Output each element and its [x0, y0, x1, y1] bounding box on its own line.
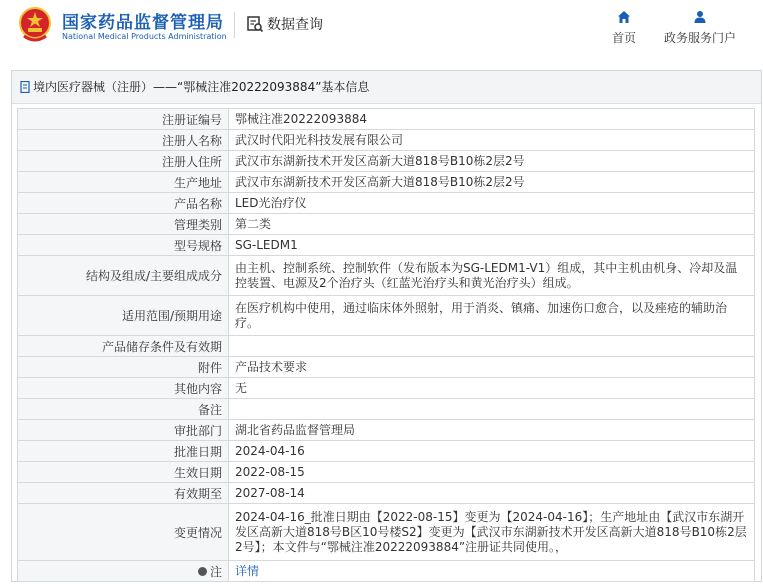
data-query-label: 数据查询 — [267, 17, 323, 33]
row-value: SG-LEDM1 — [229, 235, 755, 256]
table-row — [18, 336, 755, 357]
info-panel — [11, 70, 762, 582]
data-query-link[interactable] — [246, 12, 323, 36]
top-header — [0, 0, 763, 56]
row-value: 2022-08-15 — [229, 462, 755, 483]
brand-subtitle: National Medical Products Administration — [62, 32, 227, 41]
table-row — [18, 235, 755, 256]
table-row — [18, 109, 755, 130]
panel-title-bar — [12, 71, 761, 104]
search-document-icon — [246, 15, 264, 33]
row-value: 2024-04-16_批准日期由【2022-08-15】变更为【2024-04-16】；生产地址由【武汉市东湖开发区高新大道818号B区10号楼S2】变更为【武汉市东湖新技术开发区高新大道818号B10栋2层2号】；本文件与“鄂械注准20222093884”注册证共同使用。， — [229, 504, 755, 561]
national-emblem-icon — [18, 6, 52, 44]
row-label: 型号规格 — [18, 235, 229, 256]
row-label: 其他内容 — [18, 378, 229, 399]
row-value — [229, 399, 755, 420]
row-value-cell — [229, 561, 755, 582]
row-label: 注 — [209, 564, 222, 579]
row-label: 产品储存条件及有效期 — [18, 336, 229, 357]
table-row — [18, 561, 755, 582]
note-label-cell — [18, 561, 229, 582]
row-label: 备注 — [18, 399, 229, 420]
table-row — [18, 378, 755, 399]
row-label: 附件 — [18, 357, 229, 378]
lightbulb-icon — [198, 567, 207, 576]
row-label: 管理类别 — [18, 214, 229, 235]
row-label: 生产地址 — [18, 172, 229, 193]
table-row — [18, 483, 755, 504]
row-label: 生效日期 — [18, 462, 229, 483]
registration-info-table — [17, 108, 755, 582]
row-label: 注册人住所 — [18, 151, 229, 172]
row-label: 结构及组成/主要组成成分 — [18, 256, 229, 296]
table-row — [18, 193, 755, 214]
table-row — [18, 151, 755, 172]
brand-title: 国家药品监督管理局 — [62, 13, 224, 33]
row-value: 鄂械注准20222093884 — [229, 109, 755, 130]
row-label: 产品名称 — [18, 193, 229, 214]
panel-title: 境内医疗器械（注册）——“鄂械注准20222093884”基本信息 — [33, 80, 370, 94]
row-value: 产品技术要求 — [229, 357, 755, 378]
table-row — [18, 399, 755, 420]
row-value: 湖北省药品监督管理局 — [229, 420, 755, 441]
row-value: 第二类 — [229, 214, 755, 235]
row-label: 有效期至 — [18, 483, 229, 504]
row-value: 无 — [229, 378, 755, 399]
nav-service-portal[interactable] — [660, 10, 740, 46]
row-label: 注册人名称 — [18, 130, 229, 151]
table-row — [18, 214, 755, 235]
header-divider — [234, 12, 235, 38]
row-value: 武汉市东湖新技术开发区高新大道818号B10栋2层2号 — [229, 151, 755, 172]
home-icon — [617, 10, 631, 24]
row-value: 2027-08-14 — [229, 483, 755, 504]
row-value: 由主机、控制系统、控制软件（发布版本为SG-LEDM1-V1）组成，其中主机由机身、冷却及温控装置、电源及2个治疗头（红蓝光治疗头和黄光治疗头）组成。 — [229, 256, 755, 296]
table-row — [18, 504, 755, 561]
row-value: LED光治疗仪 — [229, 193, 755, 214]
table-row — [18, 420, 755, 441]
row-label: 变更情况 — [18, 504, 229, 561]
row-value: 2024-04-16 — [229, 441, 755, 462]
row-label: 批准日期 — [18, 441, 229, 462]
table-row — [18, 357, 755, 378]
table-row — [18, 172, 755, 193]
row-value: 武汉时代阳光科技发展有限公司 — [229, 130, 755, 151]
row-value: 武汉市东湖新技术开发区高新大道818号B10栋2层2号 — [229, 172, 755, 193]
nav-home-label: 首页 — [611, 31, 636, 45]
row-label: 适用范围/预期用途 — [18, 296, 229, 336]
table-row — [18, 296, 755, 336]
row-value — [229, 336, 755, 357]
nav-service-label: 政务服务门户 — [663, 31, 736, 45]
nav-home[interactable] — [608, 10, 640, 46]
row-label: 审批部门 — [18, 420, 229, 441]
table-row — [18, 130, 755, 151]
row-label: 注册证编号 — [18, 109, 229, 130]
user-icon — [693, 10, 707, 24]
details-link[interactable]: 详情 — [235, 563, 260, 578]
table-row — [18, 462, 755, 483]
row-value: 在医疗机构中使用，通过临床体外照射，用于消炎、镇痛、加速伤口愈合，以及痤疮的辅助治疗。 — [229, 296, 755, 336]
document-icon — [20, 81, 31, 93]
table-row — [18, 441, 755, 462]
table-row — [18, 256, 755, 296]
